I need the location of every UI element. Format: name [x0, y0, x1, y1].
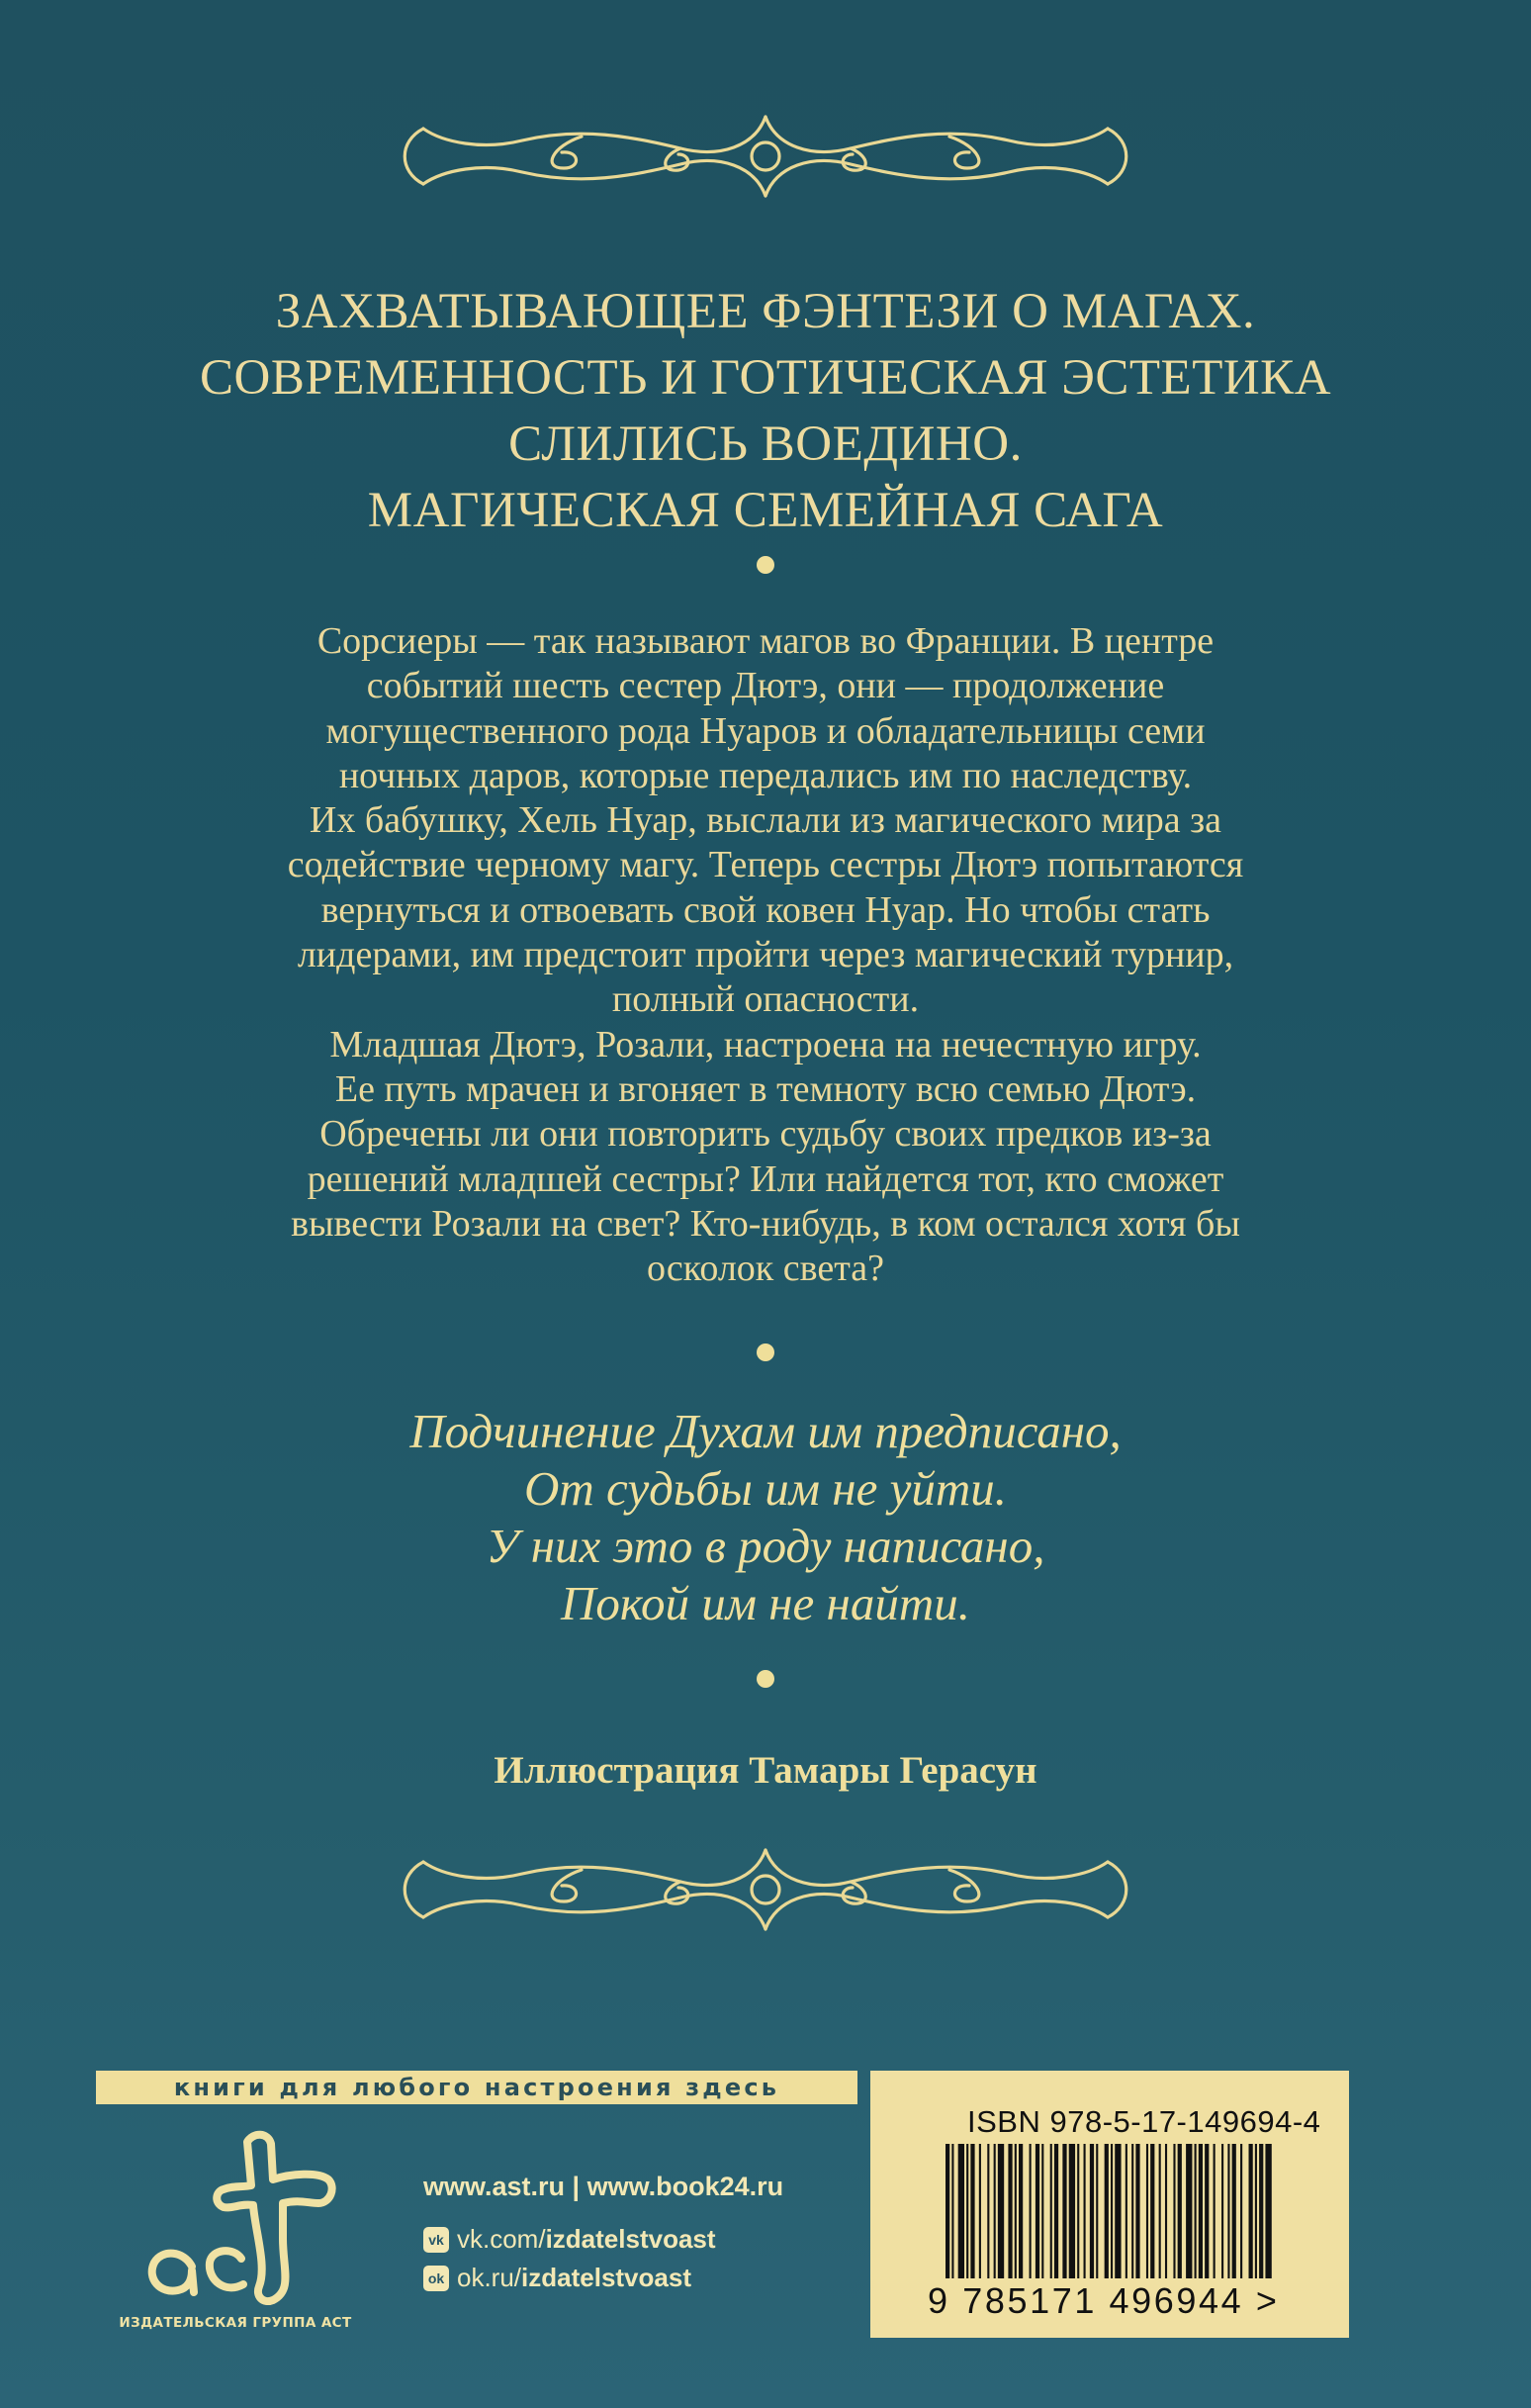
barcode-bar — [1240, 2144, 1242, 2278]
headline-line: СОВРЕМЕННОСТЬ И ГОТИЧЕСКАЯ ЭСТЕТИКА — [199, 350, 1332, 406]
barcode-bar — [1036, 2144, 1039, 2278]
barcode-panel — [870, 2071, 1349, 2338]
synopsis-line: Младшая Дютэ, Розали, настроена на нечестную игру. — [329, 1023, 1202, 1065]
social-link-vk[interactable] — [423, 2224, 783, 2255]
poem-line: Покой им не найти. — [561, 1576, 970, 1630]
headline-block — [0, 279, 1531, 544]
barcode-bar — [1054, 2144, 1058, 2278]
barcode-bar — [1227, 2144, 1229, 2278]
synopsis-line: Сорсиеры — так называют магов во Франции. В центре — [316, 620, 1215, 662]
synopsis-line: лидерами, им предстоит пройти через магический турнир, — [297, 934, 1234, 976]
poem-line: У них это в роду написано, — [486, 1519, 1045, 1573]
headline-line: СЛИЛИСЬ ВОЕДИНО. — [508, 417, 1023, 472]
barcode-bar — [1199, 2144, 1203, 2278]
barcode-bar — [951, 2144, 953, 2278]
barcode-bar — [979, 2144, 981, 2278]
barcode-bar — [1165, 2144, 1167, 2278]
illustrator-credit: Иллюстрация Тамары Герасун — [494, 1749, 1037, 1792]
barcode-bar — [987, 2144, 989, 2278]
barcode-bar — [1259, 2144, 1263, 2278]
barcode-bar — [966, 2144, 968, 2278]
synopsis-line: вернуться и отвоевать свой ковен Нуар. Но чтобы стать — [320, 888, 1211, 931]
isbn-label: ISBN 978-5-17-149694-4 — [967, 2104, 1321, 2139]
barcode-bar — [958, 2144, 964, 2278]
barcode-bars — [946, 2144, 1276, 2278]
synopsis-text — [148, 619, 1383, 1291]
synopsis-line: Ее путь мрачен и вгоняет в темноту всю семью Дютэ. — [334, 1067, 1197, 1110]
barcode-bar — [1195, 2144, 1197, 2278]
barcode-bar — [970, 2144, 974, 2278]
barcode-bar — [1146, 2144, 1148, 2278]
synopsis-line: Обречены ли они повторить судьбу своих предков из-за — [319, 1113, 1212, 1156]
separator-dot — [757, 556, 774, 574]
barcode-bar — [1105, 2144, 1109, 2278]
headline-line: ЗАХВАТЫВАЮЩЕЕ ФЭНТЕЗИ О МАГАХ. — [275, 284, 1256, 339]
barcode-bar — [1178, 2144, 1182, 2278]
barcode-bar — [946, 2144, 949, 2278]
synopsis-line: осколок света? — [646, 1248, 885, 1290]
social-prefix: ok.ru/ — [457, 2263, 522, 2292]
barcode-bar — [1050, 2144, 1052, 2278]
barcode-bar — [998, 2144, 1004, 2278]
websites-link[interactable]: www.ast.ru | www.book24.ru — [423, 2172, 784, 2201]
synopsis-line: Их бабушку, Хель Нуар, выслали из магического мира за — [309, 799, 1222, 842]
synopsis-line: могущественного рода Нуаров и обладательницы семи — [325, 709, 1206, 752]
barcode-bar — [1186, 2144, 1192, 2278]
poem-line: Подчинение Духам им предписано, — [409, 1404, 1122, 1458]
separator-dot — [757, 1670, 774, 1688]
barcode-bar — [1111, 2144, 1113, 2278]
barcode-bar — [1030, 2144, 1032, 2278]
social-handle: izdatelstvoast — [521, 2263, 691, 2292]
slogan-banner: книги для любого настроения здесь — [96, 2071, 857, 2104]
synopsis-line: решений младшей сестры? Или найдется тот, кто сможет — [307, 1158, 1224, 1200]
publisher-name: ИЗДАТЕЛЬСКАЯ ГРУППА АСТ — [119, 2315, 352, 2331]
footer-links — [423, 2172, 783, 2293]
ok-icon: ok — [423, 2266, 449, 2291]
barcode-bar — [1265, 2144, 1271, 2278]
poem-block — [0, 1403, 1531, 1632]
social-link-ok[interactable] — [423, 2263, 783, 2293]
barcode-bar — [1232, 2144, 1236, 2278]
barcode-digits: 9 785171 496944 > — [928, 2280, 1280, 2321]
headline-line: МАГИЧЕСКАЯ СЕМЕЙНАЯ САГА — [367, 483, 1164, 538]
ast-logo — [125, 2122, 352, 2310]
barcode-bar — [1131, 2144, 1133, 2278]
barcode-bar — [994, 2144, 996, 2278]
barcode-bar — [1090, 2144, 1094, 2278]
barcode-bar — [1159, 2144, 1161, 2278]
synopsis-line: содействие черному магу. Теперь сестры Дютэ попытаются — [287, 844, 1244, 886]
barcode-bar — [1214, 2144, 1216, 2278]
social-prefix: vk.com/ — [457, 2224, 546, 2254]
barcode-bar — [1249, 2144, 1253, 2278]
barcode-bar — [1126, 2144, 1127, 2278]
social-handle: izdatelstvoast — [545, 2224, 716, 2254]
synopsis-line: событий шесть сестер Дютэ, они — продолжение — [366, 665, 1165, 707]
barcode-bar — [1008, 2144, 1012, 2278]
poem-line: От судьбы им не уйти. — [524, 1461, 1007, 1516]
synopsis-line: вывести Розали на свет? Кто-нибудь, в ком остался хотя бы — [291, 1202, 1240, 1245]
barcode-bar — [1096, 2144, 1098, 2278]
barcode-bar — [1115, 2144, 1121, 2278]
synopsis-line: полный опасности. — [611, 978, 920, 1021]
barcode-bar — [1015, 2144, 1017, 2278]
top-flourish-ornament — [396, 107, 1135, 206]
barcode-bar — [1041, 2144, 1043, 2278]
synopsis-line: ночных даров, которые передались им по наследству. — [338, 754, 1193, 796]
separator-dot — [757, 1343, 774, 1361]
bottom-flourish-ornament — [396, 1840, 1135, 1939]
barcode-bar — [1255, 2144, 1257, 2278]
barcode-bar — [1221, 2144, 1223, 2278]
barcode-bar — [1069, 2144, 1075, 2278]
barcode-bar — [1019, 2144, 1023, 2278]
barcode-bar — [1135, 2144, 1139, 2278]
vk-icon: vk — [423, 2227, 449, 2253]
barcode-bar — [1077, 2144, 1079, 2278]
barcode-bar — [1173, 2144, 1175, 2278]
barcode-bar — [1205, 2144, 1209, 2278]
barcode-bar — [1084, 2144, 1086, 2278]
barcode-bar — [1062, 2144, 1066, 2278]
barcode-bar — [1150, 2144, 1154, 2278]
